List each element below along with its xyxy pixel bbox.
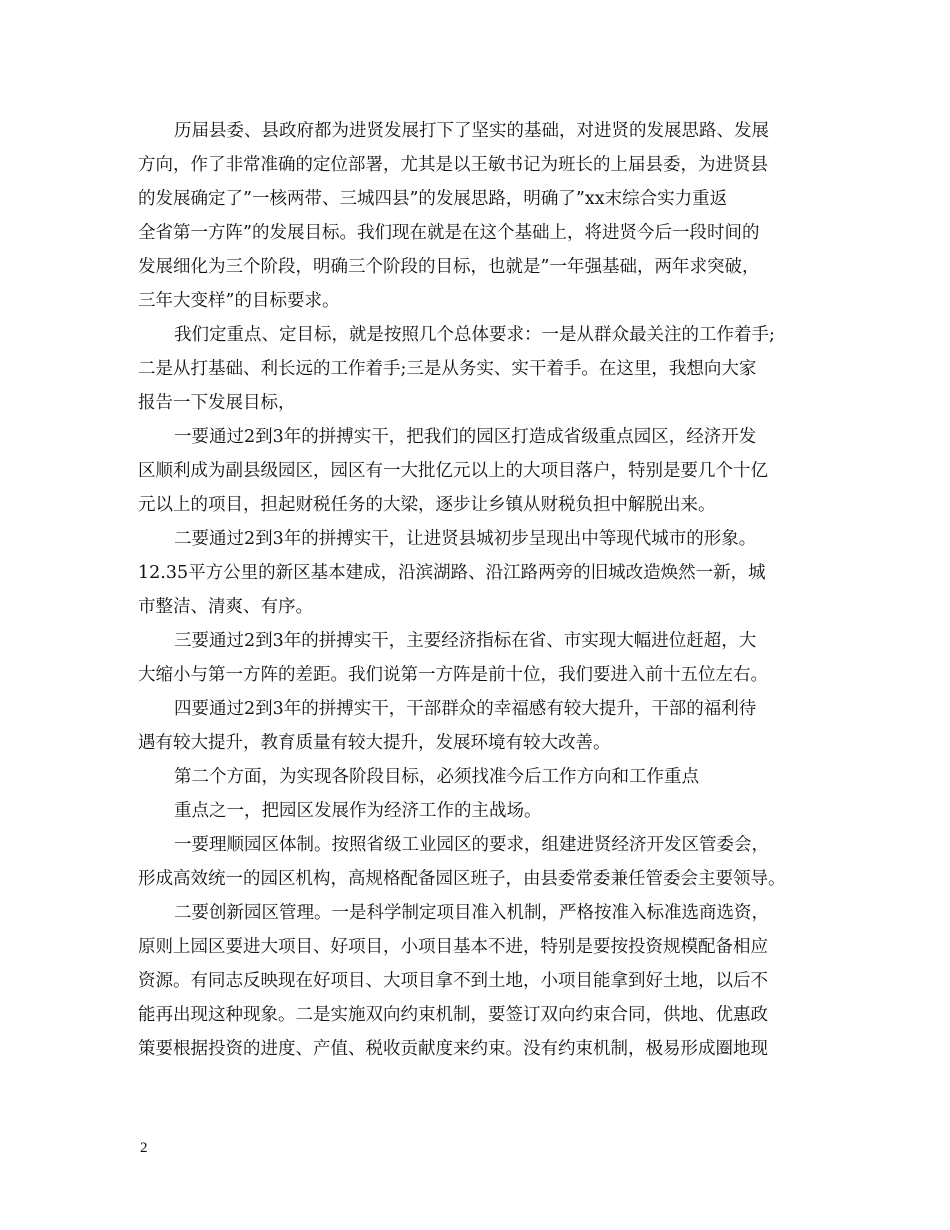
text-line: 原则上园区要进大项目、好项目，小项目基本不进，特别是要按投资规模配备相应 [138,937,768,957]
text-line: 12.35平方公里的新区基本建成，沿滨湖路、沿江路两旁的旧城改造焕然一新，城 [138,563,766,583]
text-line: 一要通过2到3年的拼搏实干，把我们的园区打造成省级重点园区，经济开发 [174,427,757,447]
text-line: 二要创新园区管理。一是科学制定项目准入机制，严格按准入标准选商选资， [174,903,769,923]
text-line: 一要理顺园区体制。按照省级工业园区的要求，组建进贤经济开发区管委会， [174,835,769,855]
text-line: 元以上的项目，担起财税任务的大梁，逐步让乡镇从财税负担中解脱出来。 [138,495,716,515]
paragraph [138,794,818,828]
text-line: 大缩小与第一方阵的差距。我们说第一方阵是前十位，我们要进入前十五位左右。 [138,665,768,685]
paragraph [138,114,818,318]
paragraph [138,828,818,896]
document-body [138,114,818,1066]
text-line: 重点之一，把园区发展作为经济工作的主战场。 [174,801,542,821]
text-line: 四要通过2到3年的拼搏实干，干部群众的幸福感有较大提升，干部的福利待 [174,699,757,719]
text-line: 发展细化为三个阶段，明确三个阶段的目标，也就是”一年强基础，两年求突破， [138,257,760,277]
text-line: 策要根据投资的进度、产值、税收贡献度来约束。没有约束机制，极易形成圈地现 [138,1039,768,1059]
paragraph [138,522,818,624]
text-line: 资源。有同志反映现在好项目、大项目拿不到土地，小项目能拿到好土地，以后不 [138,971,768,991]
paragraph [138,760,818,794]
text-line: 方向，作了非常准确的定位部署，尤其是以王敏书记为班长的上届县委，为进贤县 [138,155,768,175]
text-line: 形成高效统一的园区机构，高规格配备园区班子，由县委常委兼任管委会主要领导。 [138,869,786,889]
paragraph [138,896,818,1066]
text-line: 市整洁、清爽、有序。 [138,597,313,617]
text-line: 三年大变样”的目标要求。 [138,291,340,311]
text-line: 我们定重点、定目标，就是按照几个总体要求：一是从群众最关注的工作着手; [174,325,775,345]
text-line: 二要通过2到3年的拼搏实干，让进贤县城初步呈现出中等现代城市的形象。 [174,529,757,549]
paragraph [138,420,818,522]
text-line: 能再出现这种现象。二是实施双向约束机制，要签订双向约束合同，供地、优惠政 [138,1005,768,1025]
paragraph [138,318,818,420]
text-line: 第二个方面，为实现各阶段目标，必须找准今后工作方向和工作重点 [174,767,699,787]
text-line: 三要通过2到3年的拼搏实干，主要经济指标在省、市实现大幅进位赶超，大 [174,631,757,651]
text-line: 遇有较大提升，教育质量有较大提升，发展环境有较大改善。 [138,733,611,753]
paragraph [138,692,818,760]
text-line: 历届县委、县政府都为进贤发展打下了坚实的基础，对进贤的发展思路、发展 [174,121,769,141]
text-line: 报告一下发展目标， [138,393,296,413]
text-line: 二是从打基础、利长远的工作着手;三是从务实、实干着手。在这里，我想向大家 [138,359,757,379]
text-line: 的发展确定了”一核两带、三城四县”的发展思路，明确了”xx末综合实力重返 [138,189,728,209]
text-line: 全省第一方阵”的发展目标。我们现在就是在这个基础上，将进贤今后一段时间的 [138,223,760,243]
page-number: 2 [140,1140,148,1156]
paragraph [138,624,818,692]
text-line: 区顺利成为副县级园区，园区有一大批亿元以上的大项目落户，特别是要几个十亿 [138,461,768,481]
